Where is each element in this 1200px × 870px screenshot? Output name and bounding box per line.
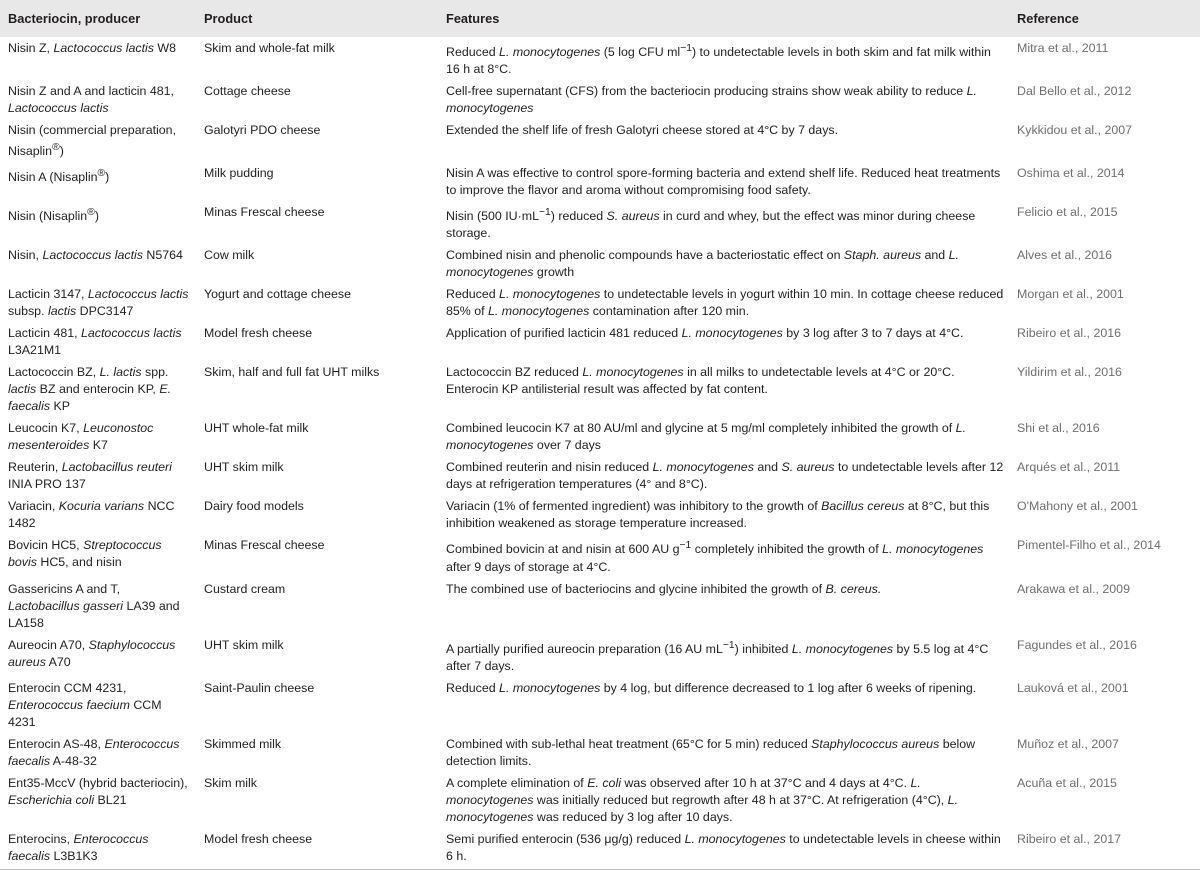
text-segment: Staphylococcus aureus	[8, 637, 176, 669]
cell-producer	[0, 37, 196, 80]
text-segment: (5 log CFU ml	[600, 45, 681, 60]
table-row	[0, 495, 1200, 534]
text-segment: L. lactis	[99, 365, 142, 380]
table-row	[0, 677, 1200, 733]
text-segment: L3B1K3	[50, 848, 98, 863]
text-segment: spp.	[141, 365, 169, 380]
cell-product: Milk pudding	[204, 166, 274, 181]
text-segment: Semi purified enterocin (536 μg/g) reduced	[446, 831, 685, 846]
text-segment: K7	[89, 438, 108, 453]
text-segment: subsp.	[8, 304, 48, 319]
text-segment: L. monocytogenes	[446, 248, 959, 280]
text-segment: Nisin Z,	[8, 41, 54, 55]
cell-features	[438, 456, 1009, 495]
text-segment: at 8°C, but this inhibition weakened as storage temperature increased.	[446, 499, 990, 531]
cell-features	[438, 733, 1009, 772]
cell-reference: Lauková et al., 2001	[1017, 680, 1129, 695]
text-segment: Enterocins,	[8, 831, 74, 846]
text-segment: A70	[45, 654, 71, 669]
cell-producer	[0, 201, 196, 244]
text-segment: LA39 and LA158	[8, 598, 180, 630]
cell-product: UHT skim milk	[204, 637, 284, 652]
text-segment: L. monocytogenes	[684, 831, 786, 846]
text-segment: Extended the shelf life of fresh Galotyri cheese stored at 4°C by 7 days.	[446, 123, 839, 138]
text-segment: DPC3147	[76, 304, 134, 319]
text-segment: Bacillus cereus	[821, 499, 905, 514]
cell-product: Galotyri PDO cheese	[204, 123, 321, 138]
cell-features	[438, 322, 1009, 361]
table-row	[0, 361, 1200, 417]
text-segment: Ent35-MccV (hybrid bacteriocin),	[8, 775, 188, 790]
table-row	[0, 119, 1200, 162]
text-segment: Lactococcus lactis	[87, 287, 189, 302]
text-segment: Enterococcus faecium	[8, 697, 130, 712]
text-segment: completely inhibited the growth of	[691, 542, 883, 557]
text-segment: in curd and whey, but the effect was minor during cheese storage.	[446, 209, 976, 241]
text-segment: Reduced	[446, 680, 500, 695]
header-row	[0, 0, 1200, 37]
text-segment: was reduced by 3 log after 10 days.	[533, 809, 733, 824]
cell-product: Dairy food models	[204, 499, 304, 514]
text-segment: Kocuria varians	[58, 499, 145, 514]
header-producer: Bacteriocin, producer	[8, 11, 141, 26]
text-segment: Lactococcus lactis	[81, 326, 182, 341]
text-segment: N5764	[142, 248, 183, 263]
text-segment: to undetectable levels after 12 days at refrigeration temperatures (4° and 8°C).	[446, 460, 1004, 492]
text-segment: Enterocin CCM 4231,	[8, 680, 127, 695]
text-segment: Lacticin 3147,	[8, 287, 88, 302]
text-segment: L. monocytogenes	[446, 775, 921, 807]
text-segment: Variacin (1% of fermented ingredient) was inhibitory to the growth of	[446, 499, 822, 514]
text-segment: Streptococcus bovis	[8, 538, 162, 570]
cell-reference: Arakawa et al., 2009	[1017, 581, 1130, 596]
text-segment: )	[105, 170, 110, 185]
cell-producer	[0, 80, 196, 119]
cell-features	[438, 417, 1009, 456]
cell-product: Cottage cheese	[204, 84, 291, 99]
cell-producer	[0, 578, 196, 634]
table-row	[0, 162, 1200, 201]
cell-producer	[0, 119, 196, 162]
text-segment: after 9 days of storage at 4°C.	[446, 559, 611, 574]
text-segment: Combined nisin and phenolic compounds have a bacteriostatic effect on	[446, 248, 844, 263]
cell-features	[438, 162, 1009, 201]
text-segment: Leuconostoc mesenteroides	[8, 421, 154, 453]
text-segment: Combined reuterin and nisin reduced	[446, 460, 653, 475]
text-segment: L. monocytogenes	[499, 45, 601, 60]
cell-reference: Shi et al., 2016	[1017, 421, 1100, 436]
header-reference: Reference	[1017, 11, 1079, 26]
cell-features	[438, 772, 1009, 828]
text-segment: in all milks to undetectable levels at 4°C or 20°C. Enterocin KP antilisterial result was affected by fat content.	[446, 365, 955, 397]
table-row	[0, 283, 1200, 322]
table-row	[0, 578, 1200, 634]
table-row	[0, 322, 1200, 361]
cell-producer	[0, 677, 196, 733]
cell-reference: Dal Bello et al., 2012	[1017, 84, 1132, 99]
text-segment: BL21	[94, 792, 127, 807]
text-segment: Nisin A (Nisaplin	[8, 170, 98, 185]
cell-reference: Morgan et al., 2001	[1017, 287, 1124, 302]
cell-reference: Acuña et al., 2015	[1017, 775, 1117, 790]
cell-features	[438, 361, 1009, 417]
text-segment: lactis	[47, 304, 77, 319]
text-segment: Nisin (commercial preparation, Nisaplin	[8, 123, 177, 159]
text-segment: )	[59, 144, 64, 159]
text-segment: L. monocytogenes	[791, 641, 894, 656]
cell-product: UHT whole-fat milk	[204, 421, 309, 436]
text-segment: and	[921, 248, 949, 263]
cell-features	[438, 578, 1009, 634]
text-segment: Lactococcin BZ,	[8, 365, 100, 380]
text-segment: Nisin (Nisaplin	[8, 209, 88, 224]
cell-product: Cow milk	[204, 248, 255, 263]
cell-features	[438, 37, 1009, 80]
text-segment: L. monocytogenes	[446, 84, 977, 116]
text-segment: by 5.5 log at 4°C after 7 days.	[446, 641, 989, 673]
text-segment: ) reduced	[550, 209, 607, 224]
text-segment: Aureocin A70,	[8, 637, 89, 652]
cell-reference: Muñoz et al., 2007	[1017, 736, 1119, 751]
text-segment: INIA PRO 137	[8, 477, 86, 492]
table-header	[0, 0, 1200, 37]
text-segment: B. cereus.	[825, 581, 882, 596]
cell-features	[438, 283, 1009, 322]
table-row	[0, 37, 1200, 80]
cell-reference: Yildirim et al., 2016	[1017, 365, 1122, 380]
text-segment: lactis	[8, 382, 37, 397]
cell-producer	[0, 828, 196, 870]
text-segment: S. aureus	[606, 209, 660, 224]
text-segment: Lactococcus lactis	[8, 101, 109, 116]
text-segment: Cell-free supernatant (CFS) from the bacteriocin producing strains show weak ability to reduce	[446, 84, 967, 99]
text-segment: Lactobacillus reuteri	[61, 460, 172, 475]
cell-features	[438, 534, 1009, 577]
text-segment: Nisin (500 IU·mL	[446, 209, 539, 224]
text-segment: Enterococcus faecalis	[8, 831, 149, 863]
text-segment: and	[753, 460, 782, 475]
text-segment: ®	[97, 168, 106, 180]
text-segment: Application of purified lacticin 481 reduced	[446, 326, 682, 341]
text-segment: ) inhibited	[734, 641, 792, 656]
cell-producer	[0, 162, 196, 201]
text-segment: to undetectable levels in cheese within 6 h.	[446, 831, 1001, 863]
table-row	[0, 244, 1200, 283]
text-segment: below detection limits.	[446, 736, 976, 768]
cell-producer	[0, 456, 196, 495]
text-segment: L. monocytogenes	[499, 287, 601, 302]
cell-product: Model fresh cheese	[204, 326, 313, 341]
text-segment: Nisin Z and A and lacticin 481,	[8, 84, 174, 99]
cell-producer	[0, 322, 196, 361]
cell-features	[438, 677, 1009, 733]
cell-reference: Mitra et al., 2011	[1017, 41, 1109, 55]
cell-reference: Oshima et al., 2014	[1017, 166, 1125, 181]
header-product: Product	[204, 11, 253, 26]
table-row	[0, 634, 1200, 677]
text-segment: Leucocin K7,	[8, 421, 84, 436]
text-segment: was initially reduced but regrowth after 48 h at 37°C. At refrigeration (4°C),	[533, 792, 948, 807]
text-segment: over 7 days	[533, 438, 601, 453]
text-segment: L. monocytogenes	[652, 460, 754, 475]
text-segment: )	[94, 209, 99, 224]
cell-producer	[0, 244, 196, 283]
text-segment: E. faecalis	[8, 382, 172, 414]
table-row	[0, 417, 1200, 456]
cell-product: Saint-Paulin cheese	[204, 680, 315, 695]
cell-reference: Arqués et al., 2011	[1017, 460, 1121, 475]
text-segment: by 4 log, but difference decreased to 1 log after 6 weeks of ripening.	[600, 680, 977, 695]
cell-producer	[0, 534, 196, 577]
cell-reference: Felicio et al., 2015	[1017, 205, 1118, 220]
cell-reference: Ribeiro et al., 2017	[1009, 828, 1200, 870]
text-segment: KP	[50, 399, 70, 414]
text-segment: to undetectable levels in yogurt within 10 min. In cottage cheese reduced 85% of	[446, 287, 1004, 319]
cell-reference: Alves et al., 2016	[1017, 248, 1113, 263]
cell-features	[438, 634, 1009, 677]
text-segment: −1	[538, 207, 551, 219]
text-segment: Nisin A was effective to control spore-forming bacteria and extend shelf life. Reduced heat treatments to improve the flavor and aroma without compromising food safety.	[446, 166, 1001, 198]
text-segment: Gassericins A and T,	[8, 581, 121, 596]
text-segment: A-48-32	[50, 753, 97, 768]
text-segment: ®	[52, 142, 60, 154]
text-segment: Staph. aureus	[843, 248, 922, 263]
text-segment: L. monocytogenes	[446, 421, 967, 453]
text-segment: −1	[679, 540, 692, 552]
text-segment: was observed after 10 h at 37°C and 4 days at 4°C.	[620, 775, 911, 790]
cell-reference: Fagundes et al., 2016	[1017, 637, 1137, 652]
table-row	[0, 456, 1200, 495]
cell-producer	[0, 495, 196, 534]
table-row	[0, 534, 1200, 577]
text-segment: HC5, and nisin	[36, 555, 122, 570]
cell-producer	[0, 634, 196, 677]
text-segment: S. aureus	[781, 460, 835, 475]
text-segment: Reuterin,	[8, 460, 62, 475]
text-segment: Variacin,	[8, 499, 59, 514]
table-body	[0, 37, 1200, 869]
text-segment: Lactobacillus gasseri	[8, 598, 124, 613]
cell-product: UHT skim milk	[204, 460, 284, 475]
cell-product: Minas Frescal cheese	[204, 538, 325, 553]
text-segment: Combined bovicin at and nisin at 600 AU g	[446, 542, 680, 557]
cell-product: Skim, half and full fat UHT milks	[204, 365, 380, 380]
cell-features	[438, 244, 1009, 283]
text-segment: Staphylococcus aureus	[811, 736, 940, 751]
cell-features	[438, 828, 1009, 870]
text-segment: by 3 log after 3 to 7 days at 4°C.	[782, 326, 964, 341]
text-segment: W8	[153, 41, 177, 55]
text-segment: BZ and enterocin KP,	[36, 382, 160, 397]
text-segment: E. coli	[587, 775, 621, 790]
text-segment: −1	[680, 43, 692, 54]
cell-product: Skim milk	[204, 775, 257, 790]
cell-features	[438, 80, 1009, 119]
cell-producer	[0, 772, 196, 828]
cell-product: Model fresh cheese	[196, 828, 438, 870]
cell-features	[438, 119, 1009, 162]
cell-product: Minas Frescal cheese	[204, 205, 325, 220]
text-segment: growth	[533, 265, 575, 280]
cell-reference: O'Mahony et al., 2001	[1017, 499, 1138, 514]
text-segment: Enterococcus faecalis	[8, 736, 180, 768]
text-segment: NCC 1482	[8, 499, 175, 531]
text-segment: Combined leucocin K7 at 80 AU/ml and glycine at 5 mg/ml completely inhibited the growth of	[446, 421, 956, 436]
cell-reference: Kykkidou et al., 2007	[1017, 123, 1133, 138]
cell-producer	[0, 283, 196, 322]
cell-features	[438, 495, 1009, 534]
cell-product: Skimmed milk	[204, 736, 282, 751]
text-segment: Reduced	[446, 45, 500, 60]
table-row	[0, 80, 1200, 119]
table-row	[0, 828, 1200, 870]
text-segment: Combined with sub-lethal heat treatment (65°C for 5 min) reduced	[446, 736, 812, 751]
text-segment: CCM 4231	[8, 697, 162, 729]
text-segment: ) to undetectable levels in both skim and fat milk within 16 h at 8°C.	[446, 45, 991, 77]
text-segment: L. monocytogenes	[681, 326, 783, 341]
text-segment: A complete elimination of	[446, 775, 588, 790]
cell-features	[438, 201, 1009, 244]
table-row	[0, 201, 1200, 244]
text-segment: Lacticin 481,	[8, 326, 82, 341]
text-segment: L. monocytogenes	[582, 365, 684, 380]
table-row	[0, 733, 1200, 772]
header-features: Features	[446, 11, 500, 26]
text-segment: −1	[722, 639, 735, 651]
table-row	[0, 772, 1200, 828]
text-segment: contamination after 120 min.	[589, 304, 750, 319]
text-segment: Lactococcus lactis	[42, 248, 143, 263]
cell-product: Custard cream	[204, 581, 286, 596]
text-segment: L. monocytogenes	[446, 792, 959, 824]
text-segment: Escherichia coli	[8, 792, 95, 807]
cell-producer	[0, 733, 196, 772]
cell-product: Yogurt and cottage cheese	[204, 287, 351, 302]
text-segment: Reduced	[446, 287, 500, 302]
cell-producer	[0, 361, 196, 417]
text-segment: L. monocytogenes	[499, 680, 601, 695]
text-segment: L3A21M1	[8, 343, 62, 358]
text-segment: Lactococcin BZ reduced	[446, 365, 583, 380]
cell-reference: Pimentel-Filho et al., 2014	[1017, 538, 1161, 553]
text-segment: ®	[87, 207, 95, 219]
text-segment: The combined use of bacteriocins and glycine inhibited the growth of	[446, 581, 826, 596]
text-segment: Nisin,	[8, 248, 43, 263]
text-segment: Bovicin HC5,	[8, 538, 84, 553]
text-segment: Enterocin AS-48,	[8, 736, 105, 751]
cell-reference: Ribeiro et al., 2016	[1017, 326, 1122, 341]
text-segment: L. monocytogenes	[882, 542, 984, 557]
text-segment: L. monocytogenes	[488, 304, 590, 319]
cell-product: Skim and whole-fat milk	[204, 41, 335, 55]
text-segment: A partially purified aureocin preparation (16 AU mL	[446, 641, 723, 656]
cell-producer	[0, 417, 196, 456]
text-segment: Lactococcus lactis	[53, 41, 154, 55]
